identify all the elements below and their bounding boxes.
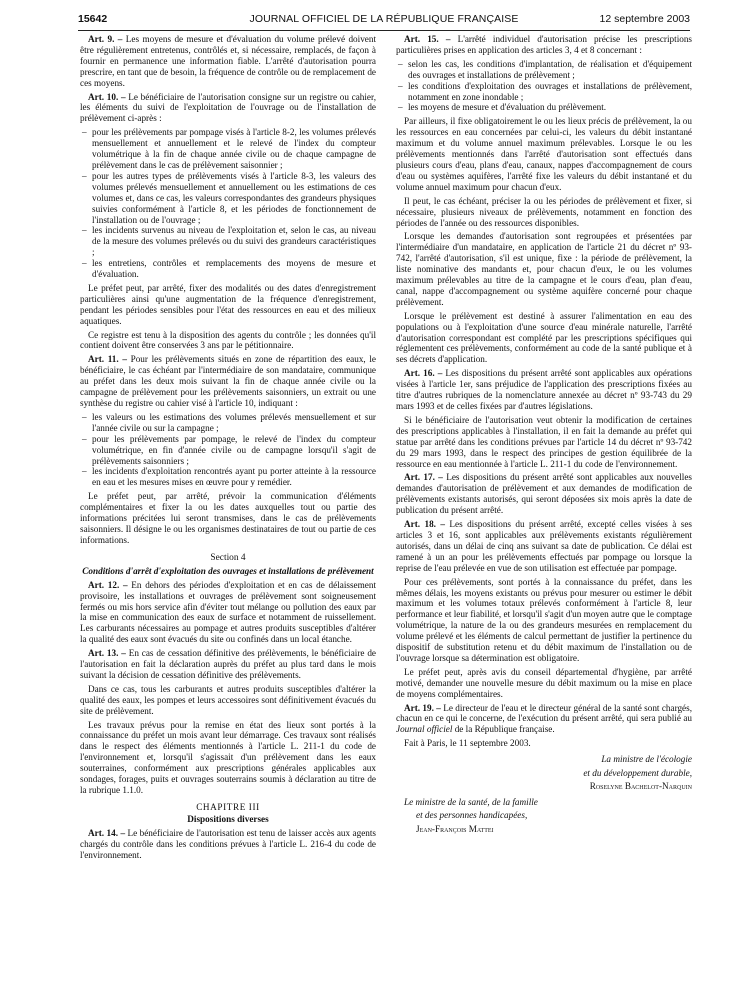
article-17: [396, 472, 692, 516]
paragraph: Dans ce cas, tous les carburants et autres produits susceptibles d'altérer la qualité des eaux, les pompes et leurs accessoires sont définitivement évacués du site de prélèvement.: [80, 683, 376, 716]
signatory-title: La ministre de l'écologie: [601, 754, 692, 765]
article-label: Art. 15. –: [404, 34, 451, 44]
list-item: – selon les cas, les conditions d'implantation, de réalisation et d'équipement des ouvrages et installations de prélèvement ;: [408, 59, 692, 81]
section-label: Section 4: [210, 552, 246, 563]
article-text: En dehors des périodes d'exploitation et en cas de délaissement provisoire, les installations et ouvrages de prélèvement sont soigneusement fermés ou mis hors service afin d'éviter tout mélange ou pollution des eaux par la mise en communication des eaux de surface et notamment de ruissellement. Les carburants nécessaires au pompage et autres produits susceptibles d'altérer la qualité des eaux sont évacués du site ou confinés dans un local étanche.: [80, 579, 376, 645]
journal-title: JOURNAL OFFICIEL DE LA RÉPUBLIQUE FRANÇAISE: [249, 13, 519, 25]
left-column: [80, 34, 376, 863]
paragraph: Pour ces prélèvements, sont portés à la connaissance du préfet, dans les mêmes délais, les moyens existants ou prévus pour mesurer ou estimer le débit maximum et les volumes totaux prélevés conformément à l'article 8, leur performance et leur fiabilité, et lorsqu'il s'agit d'un moyen autre que le comptage volumétrique, la nature de la ou des grandeurs mesurées en remplacement du volume prélevé et les éléments de calcul permettant de justifier la pertinence du dispositif de substitution retenu et du débit maximum de l'installation ou de l'ouvrage lorsque sa détermination est obligatoire.: [396, 576, 692, 663]
article-label: Art. 13. –: [88, 648, 126, 659]
article-label: Art. 16. –: [404, 368, 443, 379]
article-10-list: [80, 127, 376, 280]
list-item: – les conditions d'exploitation des ouvrages et installations de prélèvement, notamment en zone inondable ;: [408, 81, 692, 103]
signing-place-date: Fait à Paris, le 11 septembre 2003.: [404, 738, 531, 749]
paragraph: Si le bénéficiaire de l'autorisation veut obtenir la modification de certaines des prescriptions applicables à l'installation, il en fait la demande au préfet qui statue par arrêté dans les conditions prévues par l'article 14 du décret nº 93-742 du 29 mars 1993, dans le respect des principes de gestion équilibrée de la ressource en eau mentionnée à l'article L. 211-1 du code de l'environnement.: [396, 414, 692, 469]
paragraph: Il peut, le cas échéant, préciser la ou les périodes de prélèvement et fixer, si nécessaire, plusieurs niveaux de prélèvements, notamment en fonction des périodes de l'année ou des ressources disponibles.: [396, 195, 692, 228]
paragraph: Le préfet peut, après avis du conseil départemental d'hygiène, par arrêté motivé, demander une nouvelle mesure du débit maximum ou la mise en place de moyens complémentaires.: [396, 666, 692, 699]
signatory-title: et des personnes handicapées,: [416, 810, 528, 821]
article-label: Art. 19. –: [404, 702, 441, 713]
signatory-name: Jean-François Mattei: [416, 823, 494, 834]
article-15: [396, 34, 692, 56]
article-label: Art. 11. –: [88, 354, 127, 365]
article-text: Le bénéficiaire de l'autorisation est tenu de laisser accès aux agents chargés du contrôle dans les conditions prévues à l'article L. 216-4 du code de l'environnement.: [80, 827, 377, 860]
article-label: Art. 18. –: [404, 519, 445, 530]
article-text: Les dispositions du présent arrêté sont applicables aux opérations visées à l'article 1er, sans préjudice de l'application des prescriptions fixées au titre d'autres rubriques de la nomenclature annexée au décret nº 93-743 du 29 mars 1993 et de celles fixées par d'autres législations.: [396, 368, 692, 411]
signature-block-ecologie: [396, 754, 692, 792]
paragraph: Le préfet peut, par arrêté, prévoir la communication d'éléments complémentaires et fixer la ou les dates auxquelles tout ou partie des informations précitées lui seront transmises, dans le cas de prélèvements saisonniers. Il désigne le ou les organismes destinataires de tout ou partie de ces informations.: [80, 491, 376, 545]
article-text: L'arrêté individuel d'autorisation précise les prescriptions particulières prises en application des articles 3, 4 et 8 concernant :: [396, 34, 693, 55]
article-label: Art. 17. –: [404, 472, 443, 483]
article-label: Art. 9. –: [88, 34, 123, 44]
list-item: – les incidents survenus au niveau de l'exploitation et, selon le cas, au niveau de la mesure des volumes prélevés ou du suivi des grandeurs caractéristiques ;: [92, 225, 376, 258]
page-header: [78, 12, 690, 26]
article-16: [396, 368, 692, 412]
list-item: – pour les prélèvements par pompage, le relevé de l'index du compteur volumétrique, en fin d'année civile ou de campagne lorsqu'il s'agit de prélèvements saisonniers ;: [92, 434, 376, 467]
paragraph: Le préfet peut, par arrêté, fixer des modalités ou des dates d'enregistrement particulières ainsi qu'une augmentation de la fréquence d'enregistrement, pendant les périodes sensibles pour l'état des ressources en eau et des milieux aquatiques.: [80, 282, 376, 326]
signature-block-sante: [396, 797, 692, 835]
article-label: Art. 12. –: [88, 579, 128, 590]
article-text: En cas de cessation définitive des prélèvements, le bénéficiaire de l'autorisation en fait la déclaration auprès du préfet au plus tard dans le mois suivant la décision de cessation définitive des prélèvements.: [80, 648, 377, 680]
article-9: [80, 34, 376, 89]
signatory-name: Roselyne Bachelot-Narquin: [589, 781, 692, 792]
right-column: [396, 34, 692, 837]
list-item: – les incidents d'exploitation rencontrés ayant pu porter atteinte à la ressource en eau et les mesures mises en œuvre pour y remédier.: [92, 466, 376, 488]
list-item: – pour les autres types de prélèvements visés à l'article 8-3, les valeurs des volumes prélevés mensuellement et annuellement ou les estimations de ces volumes et, dans ce cas, les valeurs correspondantes des grandeurs physiques suivies conformément à l'article 8, et les périodes de fonctionnement de l'installation ou de l'ouvrage ;: [92, 171, 376, 226]
article-text: Les dispositions du présent arrêté, excepté celles visées à ses articles 3 et 16, sont applicables aux prélèvements existants régulièrement autorisés, dans un délai de cinq ans suivant sa date de publication. Ce délai est ramené à un an pour les prélèvements effectués par pompage ou lorsque la reprise de l'eau prélevée en vue de son utilisation est effectuée par pompage.: [396, 519, 692, 573]
list-item: – les entretiens, contrôles et remplacements des moyens de mesure et d'évaluation.: [92, 258, 376, 280]
section-title: Conditions d'arrêt d'exploitation des ouvrages et installations de prélèvement: [82, 565, 374, 576]
journal-reference: Journal officiel: [396, 724, 453, 735]
article-14: [80, 828, 376, 861]
paragraph: Par ailleurs, il fixe obligatoirement le ou les lieux précis de prélèvement, la ou les ressources en eau concernées par celui-ci, les valeurs du débit instantané maximum et du volume annuel maximum prélevables. Lorsque le ou les prélèvements mentionnés dans l'arrêté d'autorisation sont effectués dans plusieurs cours d'eau, plans d'eau, canaux, nappes d'accompagnement de cours d'eau ou systèmes aquifères, l'arrêté fixe les valeurs du débit instantané et du volume annuel maximum pour chacun d'eux.: [396, 116, 692, 192]
signatory-title: et du développement durable,: [583, 767, 692, 778]
article-18: [396, 519, 692, 574]
article-text-end: de la République française.: [454, 724, 555, 735]
article-13: [80, 648, 376, 681]
article-11: [80, 354, 376, 409]
article-label: Art. 10. –: [88, 91, 126, 102]
paragraph: Lorsque le prélèvement est destiné à assurer l'alimentation en eau des populations ou à l'exploitation d'une source d'eau minérale naturelle, l'arrêté d'autorisation correspondant est complété par les prescriptions spécifiques qui réglementent ces prélèvements, conformément au code de la santé publique et à ses décrets d'application.: [396, 310, 692, 365]
article-11-list: [80, 412, 376, 488]
signatory-title: Le ministre de la santé, de la famille: [404, 796, 538, 807]
chapter-label: CHAPITRE III: [196, 801, 260, 812]
article-text: Pour les prélèvements situés en zone de répartition des eaux, le bénéficiaire, le cas échéant par l'intermédiaire de son mandataire, communique au préfet dans les deux mois suivant la fin de chaque année civile ou la campagne de prélèvement pour les prélèvements saisonniers, un extrait ou une synthèse du registre ou cahier visé à l'article 10, indiquant :: [80, 354, 376, 408]
paragraph: Ce registre est tenu à la disposition des agents du contrôle ; les données qu'il contient doivent être conservées 3 ans par le pétitionnaire.: [80, 329, 376, 351]
paragraph: Lorsque les demandes d'autorisation sont regroupées et présentées par l'intermédiaire d'un mandataire, en application de l'article 21 du décret nº 93-742, l'arrêté d'autorisation, s'il est unique, fixe : la période de prélèvement, la liste nominative des mandants et, pour chacun d'eux, le ou les volumes maximum prélevables au titre de la campagne et le cours d'eau, plan d'eau, canal, nappe d'accompagnement ou système aquifère concerné pour chaque prélèvement.: [396, 231, 692, 307]
page-number: 15642: [78, 13, 108, 25]
issue-date: 12 septembre 2003: [599, 13, 690, 25]
article-12: [80, 580, 376, 645]
article-text: Le directeur de l'eau et le directeur général de la santé sont chargés, chacun en ce qui le concerne, de l'exécution du présent arrêté, qui sera publié au: [396, 702, 693, 724]
article-text: Les moyens de mesure et d'évaluation du volume prélevé doivent être régulièrement entretenus, contrôlés et, si nécessaire, remplacés, de façon à fournir en permanence une information fiable. L'arrêté d'autorisation pourra prescrire, en tant que de besoin, la fréquence de contrôle ou de remplacement de ces moyens.: [80, 34, 377, 88]
article-label: Art. 14. –: [88, 827, 126, 838]
chapter-title: Dispositions diverses: [187, 813, 269, 824]
article-10: [80, 92, 376, 125]
header-rule: [78, 30, 690, 31]
article-19: [396, 703, 692, 736]
article-text: Le bénéficiaire de l'autorisation consigne sur un registre ou cahier, les éléments du suivi de l'exploitation de l'ouvrage ou de l'installation de prélèvement ci-après :: [80, 91, 376, 124]
list-item: – les valeurs ou les estimations des volumes prélevés mensuellement et sur l'année civile ou sur la campagne ;: [92, 412, 376, 434]
article-text: Les dispositions du présent arrêté sont applicables aux nouvelles demandes d'autorisation de prélèvement et aux demandes de modification de prélèvements existants autorisés, qui seront déposées six mois après la date de publication du présent arrêté.: [396, 472, 692, 516]
list-item: – pour les prélèvements par pompage visés à l'article 8-2, les volumes prélevés mensuellement et annuellement et le relevé de l'index du compteur volumétrique à la fin de chaque année civile ou de chaque campagne de prélèvement dans le cas de prélèvement saisonnier ;: [92, 127, 376, 171]
article-15-list: [396, 59, 692, 114]
paragraph: Les travaux prévus pour la remise en état des lieux sont portés à la connaissance du préfet un mois avant leur démarrage. Ces travaux sont réalisés dans le respect des éléments mentionnés à l'article L. 211-1 du code de l'environnement et, lorsqu'il s'agissait d'un prélèvement dans les eaux souterraines, conformément aux prescriptions générales applicables aux sondages, forages, puits et ouvrages souterrains soumis à déclaration au titre de la rubrique 1.1.0.: [80, 719, 376, 795]
list-item: – les moyens de mesure et d'évaluation du prélèvement.: [408, 102, 692, 113]
